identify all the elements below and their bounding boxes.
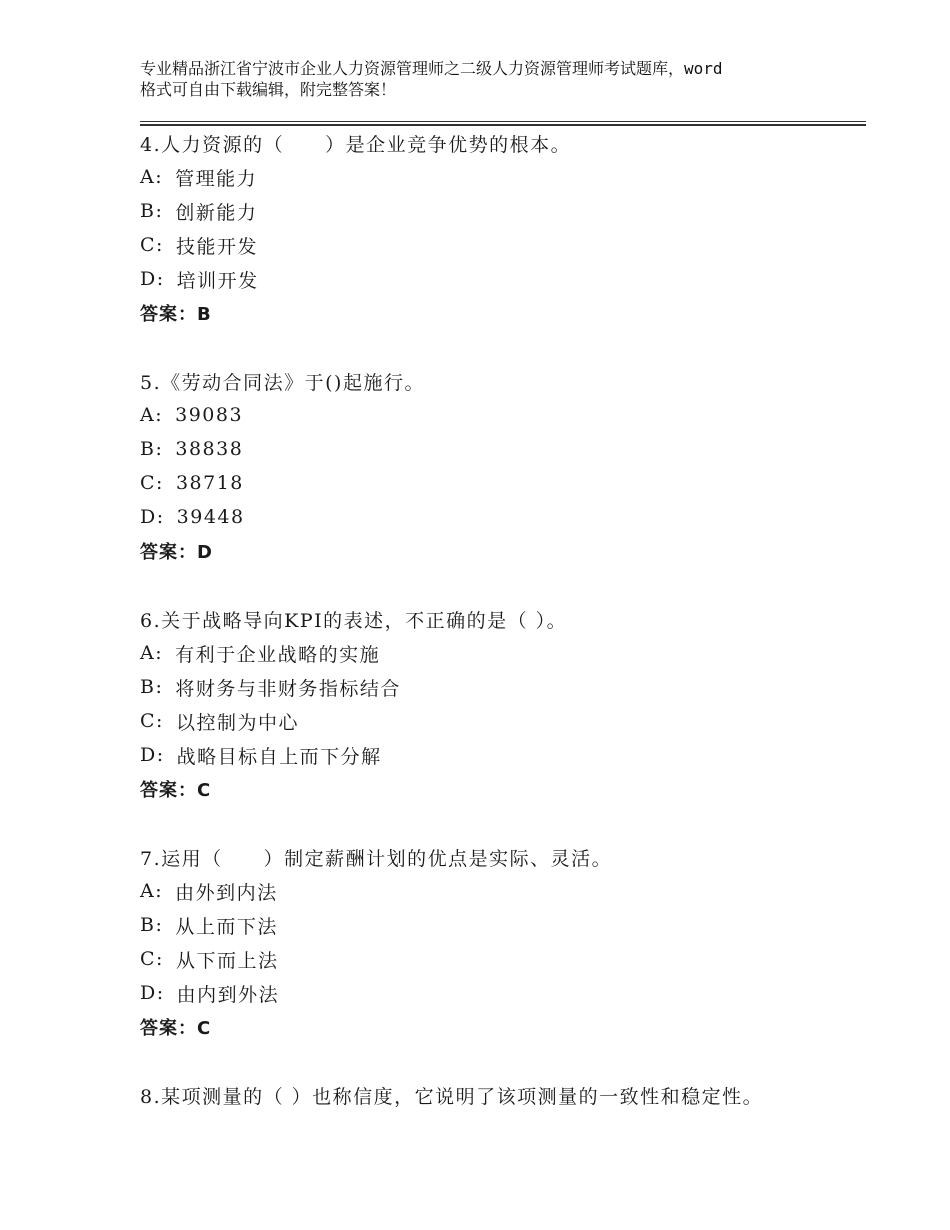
option-d <box>140 738 860 772</box>
option-a <box>140 398 860 432</box>
option-letter: B: <box>140 676 164 698</box>
option-a <box>140 636 860 670</box>
option-c <box>140 466 860 500</box>
option-b <box>140 194 860 228</box>
option-d <box>140 976 860 1010</box>
spacer <box>140 1044 860 1078</box>
header-divider-thin <box>140 121 866 122</box>
option-letter: A: <box>140 166 164 188</box>
option-a <box>140 160 860 194</box>
option-text: 由外到内法 <box>175 881 278 904</box>
option-text: 培训开发 <box>176 269 259 292</box>
option-letter: B: <box>140 914 164 936</box>
option-text: 技能开发 <box>175 235 258 258</box>
header-line-2: 格式可自由下载编辑，附完整答案！ <box>140 80 397 99</box>
option-letter: B: <box>140 438 164 460</box>
option-letter: A: <box>140 404 164 426</box>
option-text: 管理能力 <box>175 167 258 190</box>
option-letter: A: <box>140 642 164 664</box>
question-4 <box>140 126 860 330</box>
option-b <box>140 670 860 704</box>
option-text: 以控制为中心 <box>175 711 299 734</box>
question-text: 6.关于战略导向KPI的表述，不正确的是（ ）。 <box>140 609 568 632</box>
option-text: 有利于企业战略的实施 <box>175 643 381 666</box>
option-letter: C: <box>140 234 164 256</box>
question-7 <box>140 840 860 1044</box>
question-text: 5.《劳动合同法》于()起施行。 <box>140 371 425 394</box>
question-text: 4.人力资源的（ ）是企业竞争优势的根本。 <box>140 133 572 156</box>
option-c <box>140 704 860 738</box>
option-b <box>140 432 860 466</box>
spacer <box>140 330 860 364</box>
question-5 <box>140 364 860 568</box>
header-line-1: 专业精品浙江省宁波市企业人力资源管理师之二级人力资源管理师考试题库，word <box>140 59 723 78</box>
option-text: 38838 <box>175 438 244 460</box>
option-letter: C: <box>140 948 164 970</box>
option-letter: A: <box>140 880 164 902</box>
question-text: 8.某项测量的（ ）也称信度，它说明了该项测量的一致性和稳定性。 <box>140 1085 764 1108</box>
option-text: 39448 <box>176 506 245 528</box>
question-6 <box>140 602 860 806</box>
answer-label: 答案：D <box>140 542 213 563</box>
question-8 <box>140 1078 860 1112</box>
option-letter: D: <box>140 506 165 528</box>
option-text: 将财务与非财务指标结合 <box>175 677 401 700</box>
option-text: 从上而下法 <box>175 915 278 938</box>
option-c <box>140 942 860 976</box>
option-letter: C: <box>140 472 164 494</box>
question-text: 7.运用（ ）制定薪酬计划的优点是实际、灵活。 <box>140 847 613 870</box>
option-text: 战略目标自上而下分解 <box>176 745 382 768</box>
option-text: 从下而上法 <box>175 949 279 972</box>
answer-label: 答案：C <box>140 1018 212 1039</box>
option-c <box>140 228 860 262</box>
spacer <box>140 568 860 602</box>
option-letter: D: <box>140 744 165 766</box>
option-text: 创新能力 <box>175 201 258 224</box>
option-text: 由内到外法 <box>176 983 280 1006</box>
answer-label: 答案：C <box>140 780 212 801</box>
option-b <box>140 908 860 942</box>
option-d <box>140 262 860 296</box>
option-text: 38718 <box>175 472 244 494</box>
spacer <box>140 806 860 840</box>
option-letter: D: <box>140 982 165 1004</box>
document-header <box>140 58 840 100</box>
option-letter: B: <box>140 200 164 222</box>
option-letter: D: <box>140 268 165 290</box>
answer-label: 答案：B <box>140 304 212 325</box>
option-letter: C: <box>140 710 164 732</box>
option-text: 39083 <box>175 404 244 426</box>
option-a <box>140 874 860 908</box>
question-list <box>140 126 860 1112</box>
option-d <box>140 500 860 534</box>
